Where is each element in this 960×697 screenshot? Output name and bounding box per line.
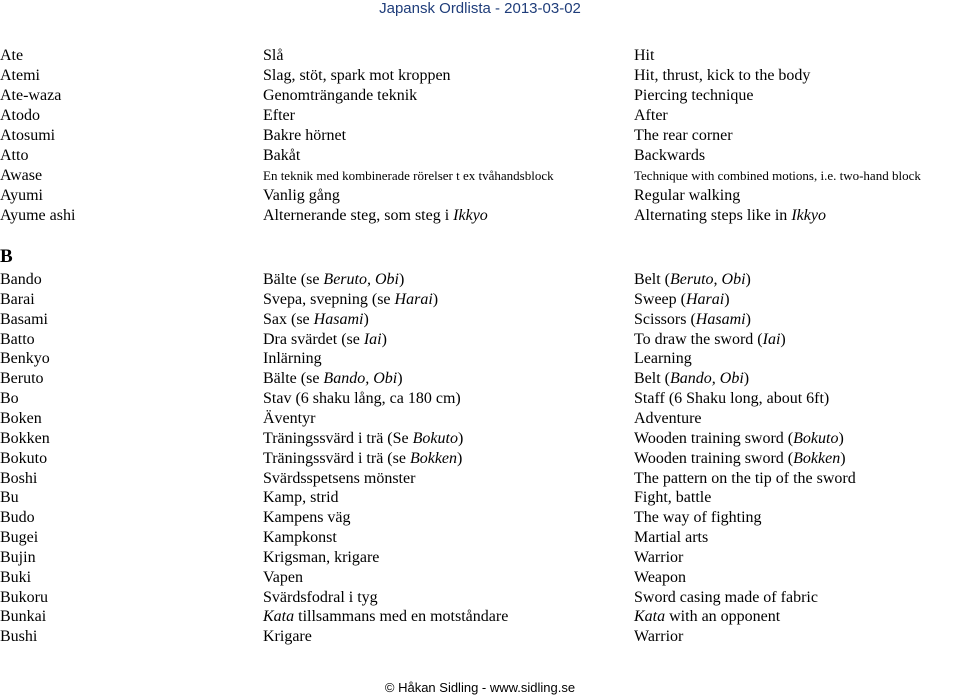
glossary-row — [0, 528, 960, 548]
english-translation: Wooden training sword (Bokuto) — [634, 429, 844, 447]
term: Bugei — [0, 529, 39, 547]
glossary-row — [0, 389, 960, 409]
term: Bo — [0, 390, 19, 408]
term: Buki — [0, 568, 32, 586]
glossary-row — [0, 106, 960, 126]
term: Bu — [0, 489, 19, 507]
term: Beruto — [0, 370, 44, 388]
english-translation: After — [634, 107, 668, 124]
english-translation: Hit — [634, 47, 655, 64]
term: Basami — [0, 310, 48, 328]
swedish-translation: Kampens väg — [263, 509, 351, 527]
english-translation: The rear corner — [634, 127, 733, 144]
term: Ayumi — [0, 187, 43, 204]
swedish-translation: Svärdsspetsens mönster — [263, 469, 416, 487]
english-translation: Piercing technique — [634, 87, 754, 104]
glossary-row — [0, 548, 960, 568]
swedish-translation: En teknik med kombinerade rörelser t ex tvåhandsblock — [263, 168, 554, 183]
swedish-translation: Efter — [263, 107, 295, 124]
term: Ate-waza — [0, 87, 62, 104]
english-translation: The pattern on the tip of the sword — [634, 469, 856, 487]
glossary-row — [0, 469, 960, 489]
glossary-row — [0, 126, 960, 146]
swedish-translation: Bälte (se Beruto, Obi) — [263, 271, 405, 288]
swedish-translation: Äventyr — [263, 409, 316, 427]
english-translation: To draw the sword (Iai) — [634, 330, 786, 348]
swedish-translation: Bakåt — [263, 147, 301, 164]
glossary-row — [0, 186, 960, 206]
glossary-row — [0, 409, 960, 429]
term: Bokuto — [0, 449, 48, 467]
term: Bushi — [0, 628, 38, 646]
glossary-row — [0, 349, 960, 369]
english-translation: Hit, thrust, kick to the body — [634, 67, 811, 84]
term: Budo — [0, 509, 35, 527]
term: Atto — [0, 147, 29, 164]
swedish-translation: Svärdsfodral i tyg — [263, 588, 378, 606]
glossary-row — [0, 508, 960, 528]
swedish-translation: Sax (se Hasami) — [263, 310, 369, 328]
english-translation: Weapon — [634, 568, 687, 586]
term: Batto — [0, 330, 35, 348]
swedish-translation: Bälte (se Bando, Obi) — [263, 370, 403, 388]
page-header: Japansk Ordlista - 2013-03-02 — [379, 0, 581, 17]
english-translation: Backwards — [634, 147, 706, 164]
swedish-translation: Alternerande steg, som steg i Ikkyo — [263, 207, 488, 224]
swedish-translation: Genomträngande teknik — [263, 87, 418, 104]
footer-copyright: © Håkan Sidling - www.sidling.se — [384, 680, 576, 695]
term: Atemi — [0, 67, 40, 84]
english-translation: Wooden training sword (Bokken) — [634, 449, 846, 467]
glossary-row — [0, 627, 960, 647]
glossary-row — [0, 290, 960, 310]
glossary-row — [0, 330, 960, 350]
english-translation: Adventure — [634, 409, 702, 427]
english-translation: Warrior — [634, 628, 684, 646]
english-translation: Sword casing made of fabric — [634, 588, 818, 606]
glossary-row — [0, 270, 960, 290]
swedish-translation: Svepa, svepning (se Harai) — [263, 290, 439, 308]
section-heading-b: B — [0, 246, 13, 267]
glossary-row — [0, 607, 960, 627]
glossary-row — [0, 310, 960, 330]
term: Boshi — [0, 469, 38, 487]
term: Bukoru — [0, 588, 48, 606]
term: Barai — [0, 290, 35, 308]
swedish-translation: Kata tillsammans med en motståndare — [263, 608, 509, 626]
term: Bunkai — [0, 608, 47, 626]
english-translation: Alternating steps like in Ikkyo — [634, 207, 826, 224]
english-translation: Staff (6 Shaku long, about 6ft) — [634, 390, 830, 408]
term: Bujin — [0, 548, 36, 566]
glossary-row — [0, 588, 960, 608]
swedish-translation: Slag, stöt, spark mot kroppen — [263, 67, 451, 84]
term: Bokken — [0, 429, 50, 447]
english-translation: Regular walking — [634, 187, 741, 204]
english-translation: Learning — [634, 350, 692, 368]
glossary-row — [0, 449, 960, 469]
term: Ate — [0, 47, 24, 64]
term: Ayume ashi — [0, 207, 76, 224]
english-translation: Kata with an opponent — [634, 608, 781, 626]
glossary-row — [0, 86, 960, 106]
term: Boken — [0, 409, 42, 427]
swedish-translation: Kamp, strid — [263, 489, 339, 507]
english-translation: Fight, battle — [634, 489, 712, 507]
glossary-row — [0, 369, 960, 389]
term: Atodo — [0, 107, 40, 124]
glossary-row — [0, 66, 960, 86]
glossary-row — [0, 166, 960, 186]
swedish-translation: Stav (6 shaku lång, ca 180 cm) — [263, 390, 461, 408]
swedish-translation: Bakre hörnet — [263, 127, 347, 144]
swedish-translation: Krigsman, krigare — [263, 548, 380, 566]
english-translation: The way of fighting — [634, 509, 762, 527]
english-translation: Belt (Beruto, Obi) — [634, 271, 751, 288]
english-translation: Technique with combined motions, i.e. two-hand block — [634, 168, 921, 183]
glossary-row — [0, 206, 960, 226]
english-translation: Sweep (Harai) — [634, 290, 730, 308]
english-translation: Scissors (Hasami) — [634, 310, 751, 328]
term: Atosumi — [0, 127, 56, 144]
swedish-translation: Träningssvärd i trä (Se Bokuto) — [263, 429, 464, 447]
term: Awase — [0, 167, 43, 184]
glossary-row — [0, 429, 960, 449]
swedish-translation: Vanlig gång — [263, 187, 340, 204]
glossary-row — [0, 488, 960, 508]
swedish-translation: Slå — [263, 47, 284, 64]
swedish-translation: Krigare — [263, 628, 312, 646]
swedish-translation: Träningssvärd i trä (se Bokken) — [263, 449, 463, 467]
glossary-row — [0, 146, 960, 166]
english-translation: Warrior — [634, 548, 684, 566]
swedish-translation: Kampkonst — [263, 529, 337, 547]
glossary-row — [0, 568, 960, 588]
english-translation: Martial arts — [634, 529, 709, 547]
swedish-translation: Inlärning — [263, 350, 322, 368]
term: Benkyo — [0, 350, 50, 368]
term: Bando — [0, 271, 42, 288]
glossary-row — [0, 46, 960, 66]
english-translation: Belt (Bando, Obi) — [634, 370, 750, 388]
swedish-translation: Dra svärdet (se Iai) — [263, 330, 387, 348]
swedish-translation: Vapen — [263, 568, 303, 586]
